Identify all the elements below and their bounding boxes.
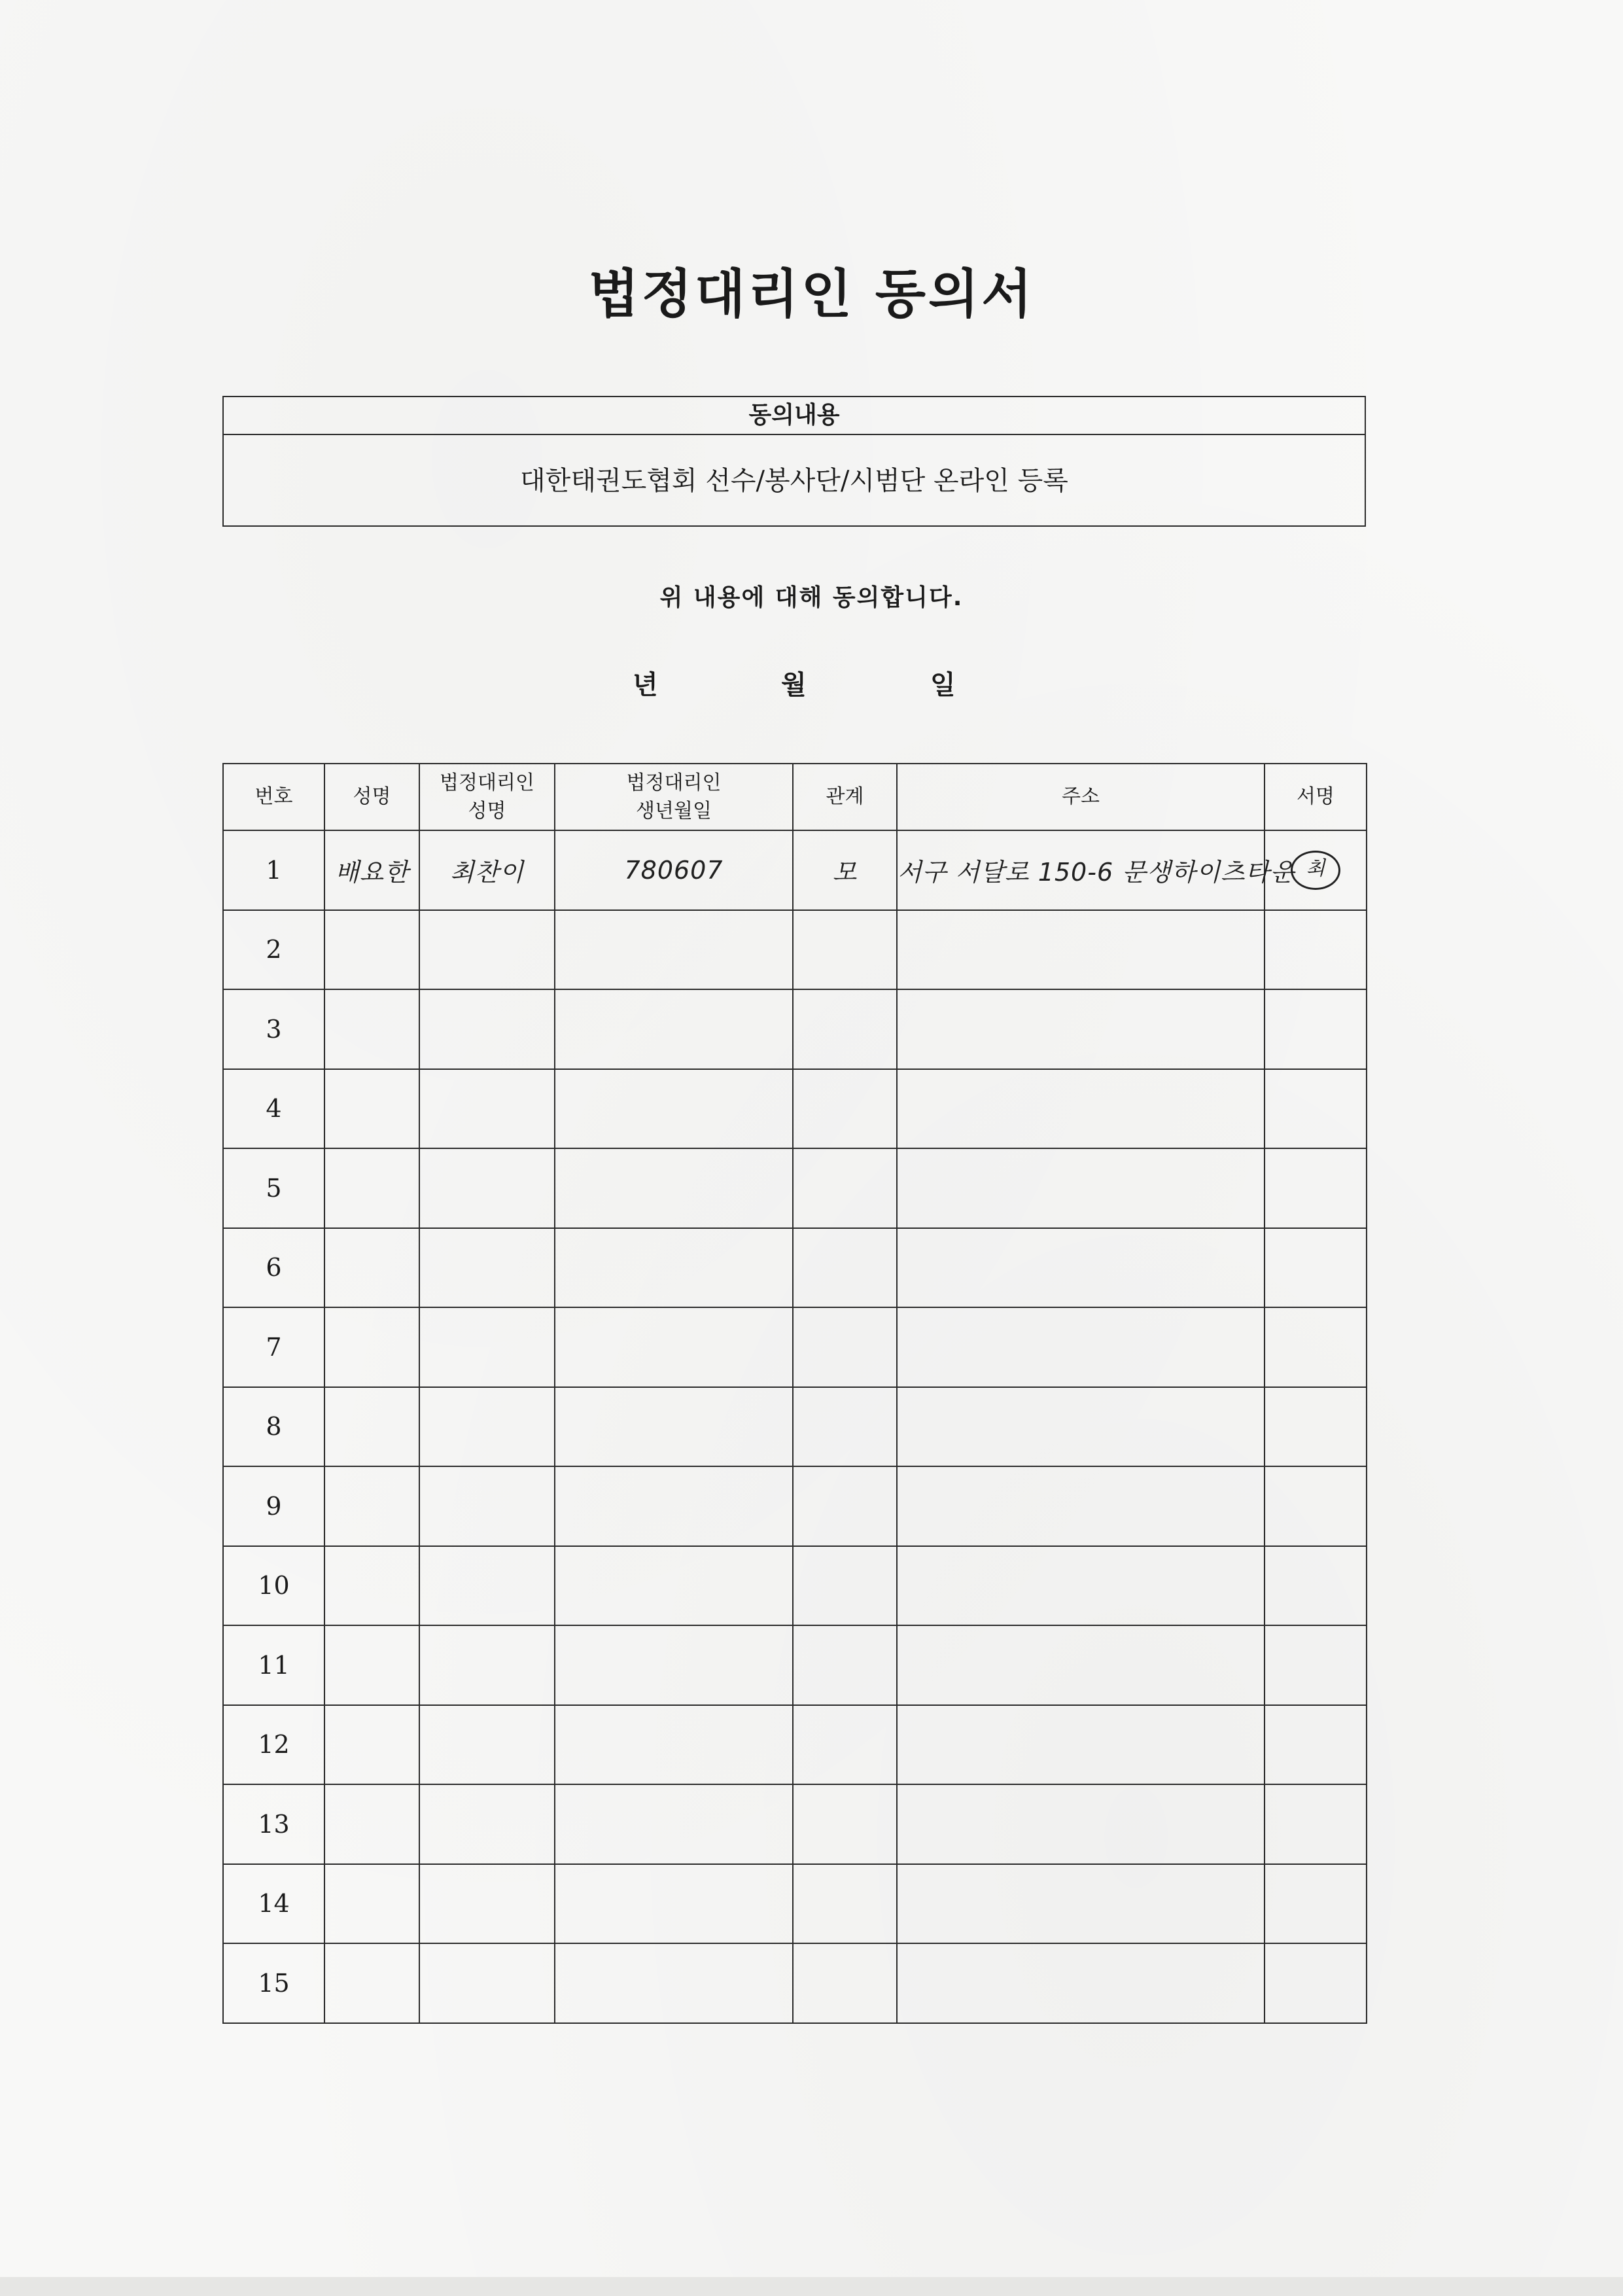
cell-address	[897, 989, 1265, 1069]
header-signature: 서명	[1265, 764, 1367, 830]
cell-relation	[793, 1387, 897, 1467]
consent-text: 대한태권도협회 선수/봉사단/시범단 온라인 등록	[520, 466, 1068, 496]
cell-address	[897, 1148, 1265, 1228]
cell-guardian-name	[419, 1307, 555, 1387]
header-name: 성명	[324, 764, 419, 830]
table-row	[223, 1784, 1367, 1864]
cell-guardian-birth	[555, 1943, 793, 2023]
table-row	[223, 1387, 1367, 1467]
cell-relation	[793, 1148, 897, 1228]
row-number: 12	[223, 1705, 324, 1785]
cell-relation	[793, 1705, 897, 1785]
cell-address	[897, 1625, 1265, 1705]
cell-relation	[793, 1307, 897, 1387]
cell-guardian-name	[419, 1943, 555, 2023]
cell-name	[324, 1307, 419, 1387]
cell-address	[897, 1307, 1265, 1387]
row-number: 7	[223, 1307, 324, 1387]
agree-statement: 위 내용에 대해 동의합니다.	[659, 584, 964, 611]
cell-guardian-birth	[555, 1387, 793, 1467]
cell-guardian-name	[419, 1784, 555, 1864]
cell-relation: 모	[793, 830, 897, 910]
cell-guardian-name: 최찬이	[419, 830, 555, 910]
row-number: 13	[223, 1784, 324, 1864]
signature-mark: 최	[1291, 851, 1340, 890]
table-header-row	[223, 764, 1367, 830]
document-title: 법정대리인 동의서	[588, 264, 1035, 325]
row-number: 5	[223, 1148, 324, 1228]
row-number: 2	[223, 910, 324, 990]
cell-relation	[793, 1864, 897, 1944]
cell-address	[897, 1705, 1265, 1785]
header-address: 주소	[897, 764, 1265, 830]
cell-address	[897, 1546, 1265, 1626]
cell-guardian-name	[419, 1228, 555, 1308]
cell-signature	[1265, 1864, 1367, 1944]
cell-guardian-birth	[555, 1307, 793, 1387]
cell-guardian-birth	[555, 1069, 793, 1149]
cell-name	[324, 1228, 419, 1308]
cell-guardian-name	[419, 1387, 555, 1467]
cell-relation	[793, 1228, 897, 1308]
cell-guardian-birth	[555, 1228, 793, 1308]
row-number: 1	[223, 830, 324, 910]
date-month-label: 월	[781, 670, 807, 700]
cell-address: 서구 서달로 150-6 문생하이츠타운	[897, 830, 1265, 910]
cell-guardian-name	[419, 1148, 555, 1228]
row-number: 14	[223, 1864, 324, 1944]
table-row	[223, 1943, 1367, 2023]
header-guardian-name-line2: 성명	[468, 800, 506, 822]
table-row	[223, 910, 1367, 990]
scan-bottom-edge	[0, 2277, 1623, 2296]
table-row	[223, 1546, 1367, 1626]
header-relation: 관계	[793, 764, 897, 830]
cell-signature	[1265, 1625, 1367, 1705]
cell-guardian-birth	[555, 1148, 793, 1228]
cell-guardian-birth	[555, 1466, 793, 1546]
cell-guardian-name	[419, 1466, 555, 1546]
cell-signature	[1265, 1784, 1367, 1864]
cell-signature	[1265, 1228, 1367, 1308]
cell-guardian-birth: 780607	[555, 830, 793, 910]
header-guardian-birth-line2: 생년월일	[636, 800, 712, 822]
date-year-label: 년	[633, 670, 658, 700]
date-day-label: 일	[930, 670, 956, 700]
row-number: 9	[223, 1466, 324, 1546]
cell-address	[897, 1466, 1265, 1546]
cell-signature	[1265, 1387, 1367, 1467]
header-guardian-name-line1: 법정대리인	[440, 771, 534, 794]
cell-guardian-birth	[555, 989, 793, 1069]
cell-guardian-name	[419, 1546, 555, 1626]
cell-guardian-birth	[555, 1864, 793, 1944]
cell-address	[897, 910, 1265, 990]
row-number: 3	[223, 989, 324, 1069]
header-guardian-birth-line1: 법정대리인	[626, 771, 722, 794]
table-row	[223, 1228, 1367, 1308]
header-guardian-birth	[555, 764, 793, 830]
row-number: 8	[223, 1387, 324, 1467]
cell-signature	[1265, 910, 1367, 990]
cell-relation	[793, 1625, 897, 1705]
cell-name	[324, 910, 419, 990]
cell-address	[897, 1387, 1265, 1467]
cell-relation	[793, 1943, 897, 2023]
cell-signature	[1265, 1148, 1367, 1228]
cell-name	[324, 1466, 419, 1546]
table-row	[223, 989, 1367, 1069]
table-row	[223, 1069, 1367, 1149]
table-row	[223, 1705, 1367, 1785]
cell-guardian-birth	[555, 1705, 793, 1785]
cell-name	[324, 989, 419, 1069]
cell-relation	[793, 1069, 897, 1149]
cell-signature	[1265, 1069, 1367, 1149]
cell-address	[897, 1069, 1265, 1149]
cell-guardian-name	[419, 1864, 555, 1944]
cell-name	[324, 1069, 419, 1149]
guardian-consent-table	[222, 763, 1367, 2024]
row-number: 4	[223, 1069, 324, 1149]
cell-name	[324, 1148, 419, 1228]
cell-relation	[793, 1784, 897, 1864]
cell-relation	[793, 1466, 897, 1546]
header-guardian-name	[419, 764, 555, 830]
cell-guardian-name	[419, 1069, 555, 1149]
cell-address	[897, 1943, 1265, 2023]
table-row	[223, 1466, 1367, 1546]
cell-name	[324, 1864, 419, 1944]
cell-signature	[1265, 1705, 1367, 1785]
cell-name	[324, 1387, 419, 1467]
cell-guardian-birth	[555, 1784, 793, 1864]
row-number: 11	[223, 1625, 324, 1705]
cell-address	[897, 1864, 1265, 1944]
row-number: 6	[223, 1228, 324, 1308]
cell-name: 배요한	[324, 830, 419, 910]
cell-name	[324, 1705, 419, 1785]
table-row	[223, 1307, 1367, 1387]
cell-guardian-birth	[555, 1625, 793, 1705]
cell-relation	[793, 989, 897, 1069]
consent-header: 동의내용	[224, 397, 1365, 435]
cell-signature	[1265, 1466, 1367, 1546]
cell-name	[324, 1784, 419, 1864]
cell-address	[897, 1228, 1265, 1308]
row-number: 15	[223, 1943, 324, 2023]
cell-guardian-name	[419, 989, 555, 1069]
cell-signature	[1265, 1307, 1367, 1387]
cell-signature	[1265, 1546, 1367, 1626]
table-row	[223, 830, 1367, 910]
table-row	[223, 1864, 1367, 1944]
cell-guardian-birth	[555, 1546, 793, 1626]
cell-signature	[1265, 989, 1367, 1069]
cell-address	[897, 1784, 1265, 1864]
cell-relation	[793, 1546, 897, 1626]
cell-signature	[1265, 1943, 1367, 2023]
cell-guardian-name	[419, 910, 555, 990]
cell-guardian-birth	[555, 910, 793, 990]
consent-box	[222, 396, 1366, 527]
cell-guardian-name	[419, 1705, 555, 1785]
cell-guardian-name	[419, 1625, 555, 1705]
table-row	[223, 1148, 1367, 1228]
cell-name	[324, 1546, 419, 1626]
table-body	[223, 830, 1367, 2023]
cell-name	[324, 1943, 419, 2023]
header-no: 번호	[223, 764, 324, 830]
cell-name	[324, 1625, 419, 1705]
table-row	[223, 1625, 1367, 1705]
cell-relation	[793, 910, 897, 990]
row-number: 10	[223, 1546, 324, 1626]
